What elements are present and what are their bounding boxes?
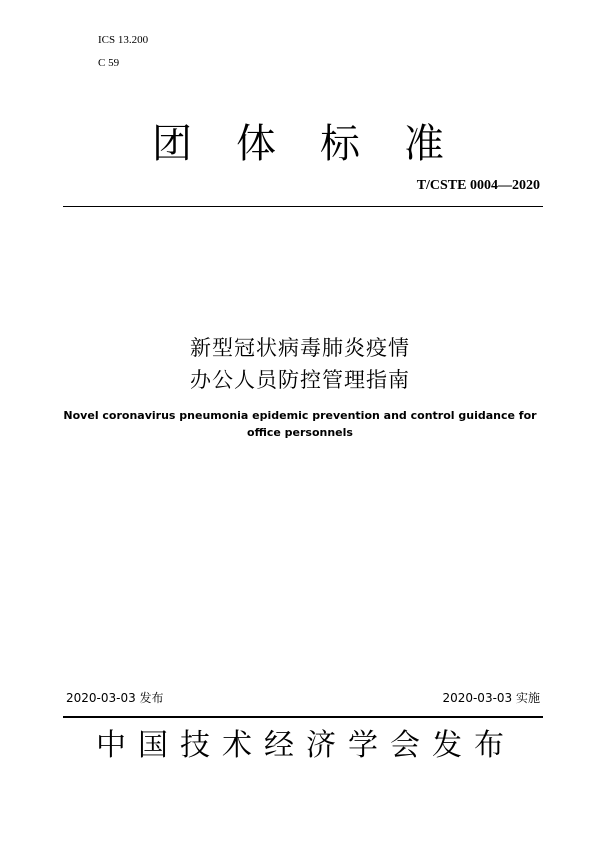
publisher-line: 中国技术经济学会发布 <box>96 729 516 762</box>
implementation-date: 2020-03-03 实施 <box>442 691 540 705</box>
title-cn-line2: 办公人员防控管理指南 <box>190 368 410 392</box>
ics-code: ICS 13.200 <box>98 34 149 46</box>
title-cn-line1: 新型冠状病毒肺炎疫情 <box>190 336 410 360</box>
top-divider <box>63 206 543 207</box>
standard-code: T/CSTE 0004—2020 <box>416 178 540 193</box>
title-en-line1: Novel coronavirus pneumonia epidemic prevention and control guidance for <box>63 409 537 422</box>
standard-type-heading: 团体标准 <box>152 121 488 167</box>
title-en-line2: office personnels <box>247 426 353 439</box>
ccs-code: C 59 <box>98 57 120 69</box>
bottom-divider <box>63 716 543 718</box>
publish-date: 2020-03-03 发布 <box>66 691 164 705</box>
